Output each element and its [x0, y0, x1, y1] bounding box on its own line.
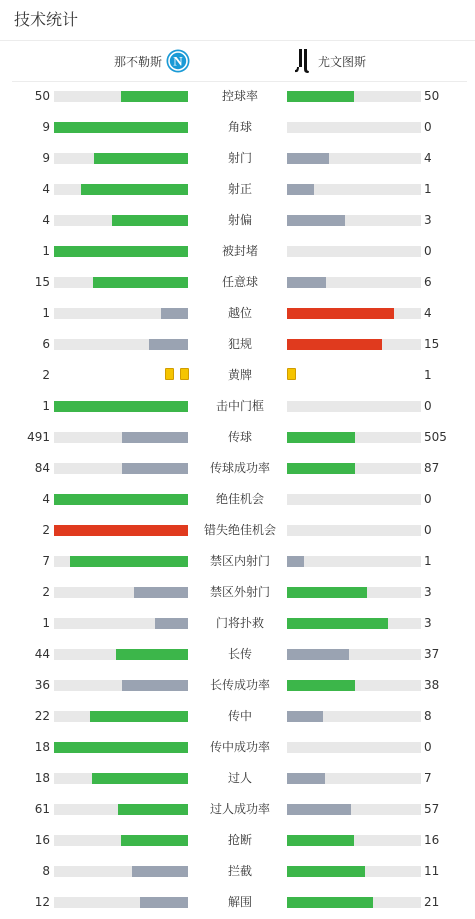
- stat-row: [0, 825, 475, 856]
- away-value: 15: [424, 337, 440, 351]
- away-bar-track: [287, 649, 421, 660]
- stat-label: 禁区内射门: [209, 554, 270, 568]
- home-bar-fill: [112, 215, 188, 226]
- stat-row: [0, 174, 475, 205]
- away-bar-fill: [287, 804, 351, 815]
- home-bar-track: [54, 649, 188, 660]
- away-bar-fill: [287, 277, 326, 288]
- stat-label: 过人: [227, 771, 252, 785]
- away-bar-track: [287, 215, 421, 226]
- away-value: 4: [424, 151, 432, 165]
- home-bar-track: [54, 773, 188, 784]
- home-bar-track: [54, 122, 188, 133]
- home-bar-fill: [94, 153, 188, 164]
- home-bar-fill: [54, 401, 188, 412]
- home-bar-fill: [81, 184, 188, 195]
- stat-label: 角球: [227, 120, 252, 134]
- stat-label: 长传成功率: [209, 678, 270, 692]
- stat-label: 射门: [227, 151, 252, 165]
- away-bar-fill: [287, 91, 354, 102]
- home-bar-track: [54, 463, 188, 474]
- home-value: 2: [42, 523, 50, 537]
- home-bar-track: [54, 587, 188, 598]
- away-value: 0: [424, 399, 432, 413]
- away-bar-fill: [287, 215, 345, 226]
- away-value: 1: [424, 554, 432, 568]
- away-value: 1: [424, 368, 432, 382]
- stat-row: [0, 112, 475, 143]
- home-value: 8: [42, 864, 50, 878]
- home-bar-track: [54, 184, 188, 195]
- home-value: 4: [42, 492, 50, 506]
- away-bar-track: [287, 339, 421, 350]
- away-value: 4: [424, 306, 432, 320]
- away-bar-track: [287, 494, 421, 505]
- stat-row: [0, 422, 475, 453]
- home-value: 36: [34, 678, 50, 692]
- away-bar-track: [287, 742, 421, 753]
- home-value: 7: [42, 554, 50, 568]
- stat-label: 禁区外射门: [209, 585, 270, 599]
- stats-list: [0, 81, 475, 918]
- home-value: 491: [27, 430, 50, 444]
- home-bar-fill: [90, 711, 188, 722]
- away-value: 0: [424, 120, 432, 134]
- home-value: 44: [34, 647, 50, 661]
- stat-row: [0, 329, 475, 360]
- home-bar-track: [54, 525, 188, 536]
- stat-row: [0, 484, 475, 515]
- home-bar-track: [54, 339, 188, 350]
- home-bar-track: [54, 91, 188, 102]
- stat-label: 传中成功率: [209, 740, 270, 754]
- stat-label: 射偏: [227, 213, 252, 227]
- home-bar-track: [54, 680, 188, 691]
- stat-row: [0, 267, 475, 298]
- stat-label: 射正: [227, 182, 252, 196]
- stat-label: 长传: [227, 647, 252, 661]
- stat-label: 错失绝佳机会: [203, 523, 276, 537]
- away-bar-track: [287, 153, 421, 164]
- home-bar-fill: [161, 308, 188, 319]
- stat-row: [0, 701, 475, 732]
- home-bar-fill: [54, 494, 188, 505]
- home-bar-fill: [54, 246, 188, 257]
- away-bar-track: [287, 246, 421, 257]
- home-value: 9: [42, 120, 50, 134]
- home-bar-track: [54, 711, 188, 722]
- home-team-name: 那不勒斯: [113, 54, 162, 69]
- home-value: 50: [34, 89, 50, 103]
- stat-row: [0, 143, 475, 174]
- away-bar-fill: [287, 773, 325, 784]
- home-bar-fill: [122, 432, 188, 443]
- stat-label: 越位: [227, 306, 252, 320]
- stat-row: [0, 608, 475, 639]
- stat-row: [0, 794, 475, 825]
- home-bar-track: [54, 494, 188, 505]
- away-value: 505: [424, 430, 447, 444]
- stat-row: [0, 763, 475, 794]
- stat-row: [0, 577, 475, 608]
- away-bar-fill: [287, 649, 349, 660]
- stat-label: 击中门框: [215, 399, 264, 413]
- away-value: 8: [424, 709, 432, 723]
- home-bar-track: [54, 401, 188, 412]
- home-bar-fill: [122, 680, 188, 691]
- away-bar-fill: [287, 680, 355, 691]
- away-bar-track: [287, 866, 421, 877]
- home-value: 1: [42, 616, 50, 630]
- teams-header: [0, 46, 475, 76]
- away-bar-track: [287, 401, 421, 412]
- away-value: 11: [424, 864, 440, 878]
- juventus-crest-icon: [294, 48, 314, 74]
- away-bar-fill: [287, 835, 354, 846]
- home-bar-fill: [132, 866, 188, 877]
- home-bar-track: [54, 277, 188, 288]
- away-bar-track: [287, 525, 421, 536]
- away-team-name: 尤文图斯: [318, 54, 367, 69]
- home-value: 15: [34, 275, 50, 289]
- away-value: 0: [424, 523, 432, 537]
- stat-row: [0, 670, 475, 701]
- away-bar-fill: [287, 308, 394, 319]
- away-bar-track: [287, 432, 421, 443]
- home-yellow-cards: [165, 368, 189, 380]
- home-bar-fill: [118, 804, 188, 815]
- stat-row: [0, 236, 475, 267]
- home-value: 6: [42, 337, 50, 351]
- away-bar-fill: [287, 339, 382, 350]
- stat-row: [0, 856, 475, 887]
- stat-row: [0, 360, 475, 391]
- home-value: 1: [42, 306, 50, 320]
- stat-label: 门将扑救: [215, 616, 264, 630]
- home-value: 1: [42, 244, 50, 258]
- away-value: 0: [424, 740, 432, 754]
- home-bar-track: [54, 742, 188, 753]
- home-bar-fill: [92, 773, 188, 784]
- away-bar-track: [287, 711, 421, 722]
- away-bar-fill: [287, 866, 365, 877]
- away-value: 16: [424, 833, 440, 847]
- home-value: 61: [34, 802, 50, 816]
- home-bar-fill: [149, 339, 188, 350]
- away-bar-fill: [287, 184, 314, 195]
- home-bar-track: [54, 308, 188, 319]
- watermark: [464, 904, 467, 915]
- stat-row: [0, 391, 475, 422]
- away-bar-track: [287, 556, 421, 567]
- home-bar-fill: [54, 122, 188, 133]
- home-value: 84: [34, 461, 50, 475]
- away-bar-track: [287, 804, 421, 815]
- away-value: 0: [424, 244, 432, 258]
- home-bar-fill: [134, 587, 188, 598]
- stat-row: [0, 81, 475, 112]
- stat-label: 绝佳机会: [215, 492, 264, 506]
- home-bar-track: [54, 246, 188, 257]
- away-bar-track: [287, 680, 421, 691]
- away-value: 50: [424, 89, 440, 103]
- away-bar-track: [287, 184, 421, 195]
- home-team[interactable]: [114, 46, 190, 76]
- away-bar-fill: [287, 153, 329, 164]
- away-bar-fill: [287, 897, 373, 908]
- away-bar-fill: [287, 556, 304, 567]
- away-bar-fill: [287, 463, 355, 474]
- stat-label: 传球: [227, 430, 252, 444]
- stat-label: 传球成功率: [209, 461, 270, 475]
- stat-label: 拦截: [227, 864, 252, 878]
- home-value: 2: [42, 368, 50, 382]
- home-bar-fill: [122, 463, 188, 474]
- home-value: 1: [42, 399, 50, 413]
- stat-label: 抢断: [227, 833, 252, 847]
- home-bar-track: [54, 866, 188, 877]
- away-value: 7: [424, 771, 432, 785]
- home-bar-fill: [116, 649, 188, 660]
- away-bar-fill: [287, 587, 367, 598]
- home-value: 2: [42, 585, 50, 599]
- stat-label: 控球率: [221, 89, 258, 103]
- home-bar-fill: [93, 277, 188, 288]
- away-yellow-cards: [287, 368, 296, 380]
- stat-row: [0, 298, 475, 329]
- home-bar-fill: [121, 91, 188, 102]
- away-bar-track: [287, 587, 421, 598]
- home-bar-fill: [140, 897, 188, 908]
- home-value: 18: [34, 740, 50, 754]
- away-value: 3: [424, 616, 432, 630]
- stat-row: [0, 205, 475, 236]
- away-bar-fill: [287, 618, 388, 629]
- away-bar-track: [287, 463, 421, 474]
- away-team[interactable]: [294, 46, 366, 76]
- away-bar-track: [287, 277, 421, 288]
- home-value: 22: [34, 709, 50, 723]
- page-title: 技术统计: [14, 10, 79, 29]
- away-bar-track: [287, 897, 421, 908]
- home-bar-fill: [54, 525, 188, 536]
- away-value: 0: [424, 492, 432, 506]
- away-value: 57: [424, 802, 440, 816]
- away-value: 87: [424, 461, 440, 475]
- home-value: 4: [42, 213, 50, 227]
- home-value: 12: [34, 895, 50, 909]
- away-value: 21: [424, 895, 440, 909]
- stat-label: 过人成功率: [209, 802, 270, 816]
- away-bar-fill: [287, 711, 323, 722]
- home-bar-track: [54, 804, 188, 815]
- svg-text:N: N: [173, 53, 183, 69]
- home-bar-fill: [121, 835, 188, 846]
- yellow-card-icon: [180, 368, 189, 380]
- home-bar-track: [54, 153, 188, 164]
- away-value: 37: [424, 647, 440, 661]
- stat-row: [0, 639, 475, 670]
- away-bar-track: [287, 91, 421, 102]
- stat-label: 黄牌: [227, 368, 252, 382]
- home-bar-track: [54, 432, 188, 443]
- home-bar-fill: [155, 618, 189, 629]
- away-value: 3: [424, 585, 432, 599]
- away-value: 6: [424, 275, 432, 289]
- home-bar-track: [54, 618, 188, 629]
- home-bar-track: [54, 215, 188, 226]
- header-divider: [0, 40, 475, 41]
- home-value: 9: [42, 151, 50, 165]
- yellow-card-icon: [165, 368, 174, 380]
- away-bar-track: [287, 618, 421, 629]
- away-bar-track: [287, 835, 421, 846]
- away-value: 3: [424, 213, 432, 227]
- stat-row: [0, 887, 475, 918]
- away-value: 1: [424, 182, 432, 196]
- stat-row: [0, 515, 475, 546]
- stat-row: [0, 546, 475, 577]
- stat-row: [0, 453, 475, 484]
- home-bar-track: [54, 897, 188, 908]
- stat-label: 被封堵: [221, 244, 258, 258]
- away-bar-track: [287, 308, 421, 319]
- napoli-crest-icon: [166, 49, 190, 73]
- home-bar-track: [54, 556, 188, 567]
- stat-row: [0, 732, 475, 763]
- away-value: 38: [424, 678, 440, 692]
- stat-label: 解围: [227, 895, 252, 909]
- home-value: 4: [42, 182, 50, 196]
- home-bar-fill: [54, 742, 188, 753]
- away-bar-track: [287, 773, 421, 784]
- away-bar-track: [287, 122, 421, 133]
- stat-label: 任意球: [221, 275, 258, 289]
- home-value: 16: [34, 833, 50, 847]
- away-bar-fill: [287, 432, 355, 443]
- stat-label: 传中: [227, 709, 252, 723]
- home-value: 18: [34, 771, 50, 785]
- home-bar-track: [54, 835, 188, 846]
- yellow-card-icon: [287, 368, 296, 380]
- stat-label: 犯规: [227, 337, 252, 351]
- home-bar-fill: [70, 556, 188, 567]
